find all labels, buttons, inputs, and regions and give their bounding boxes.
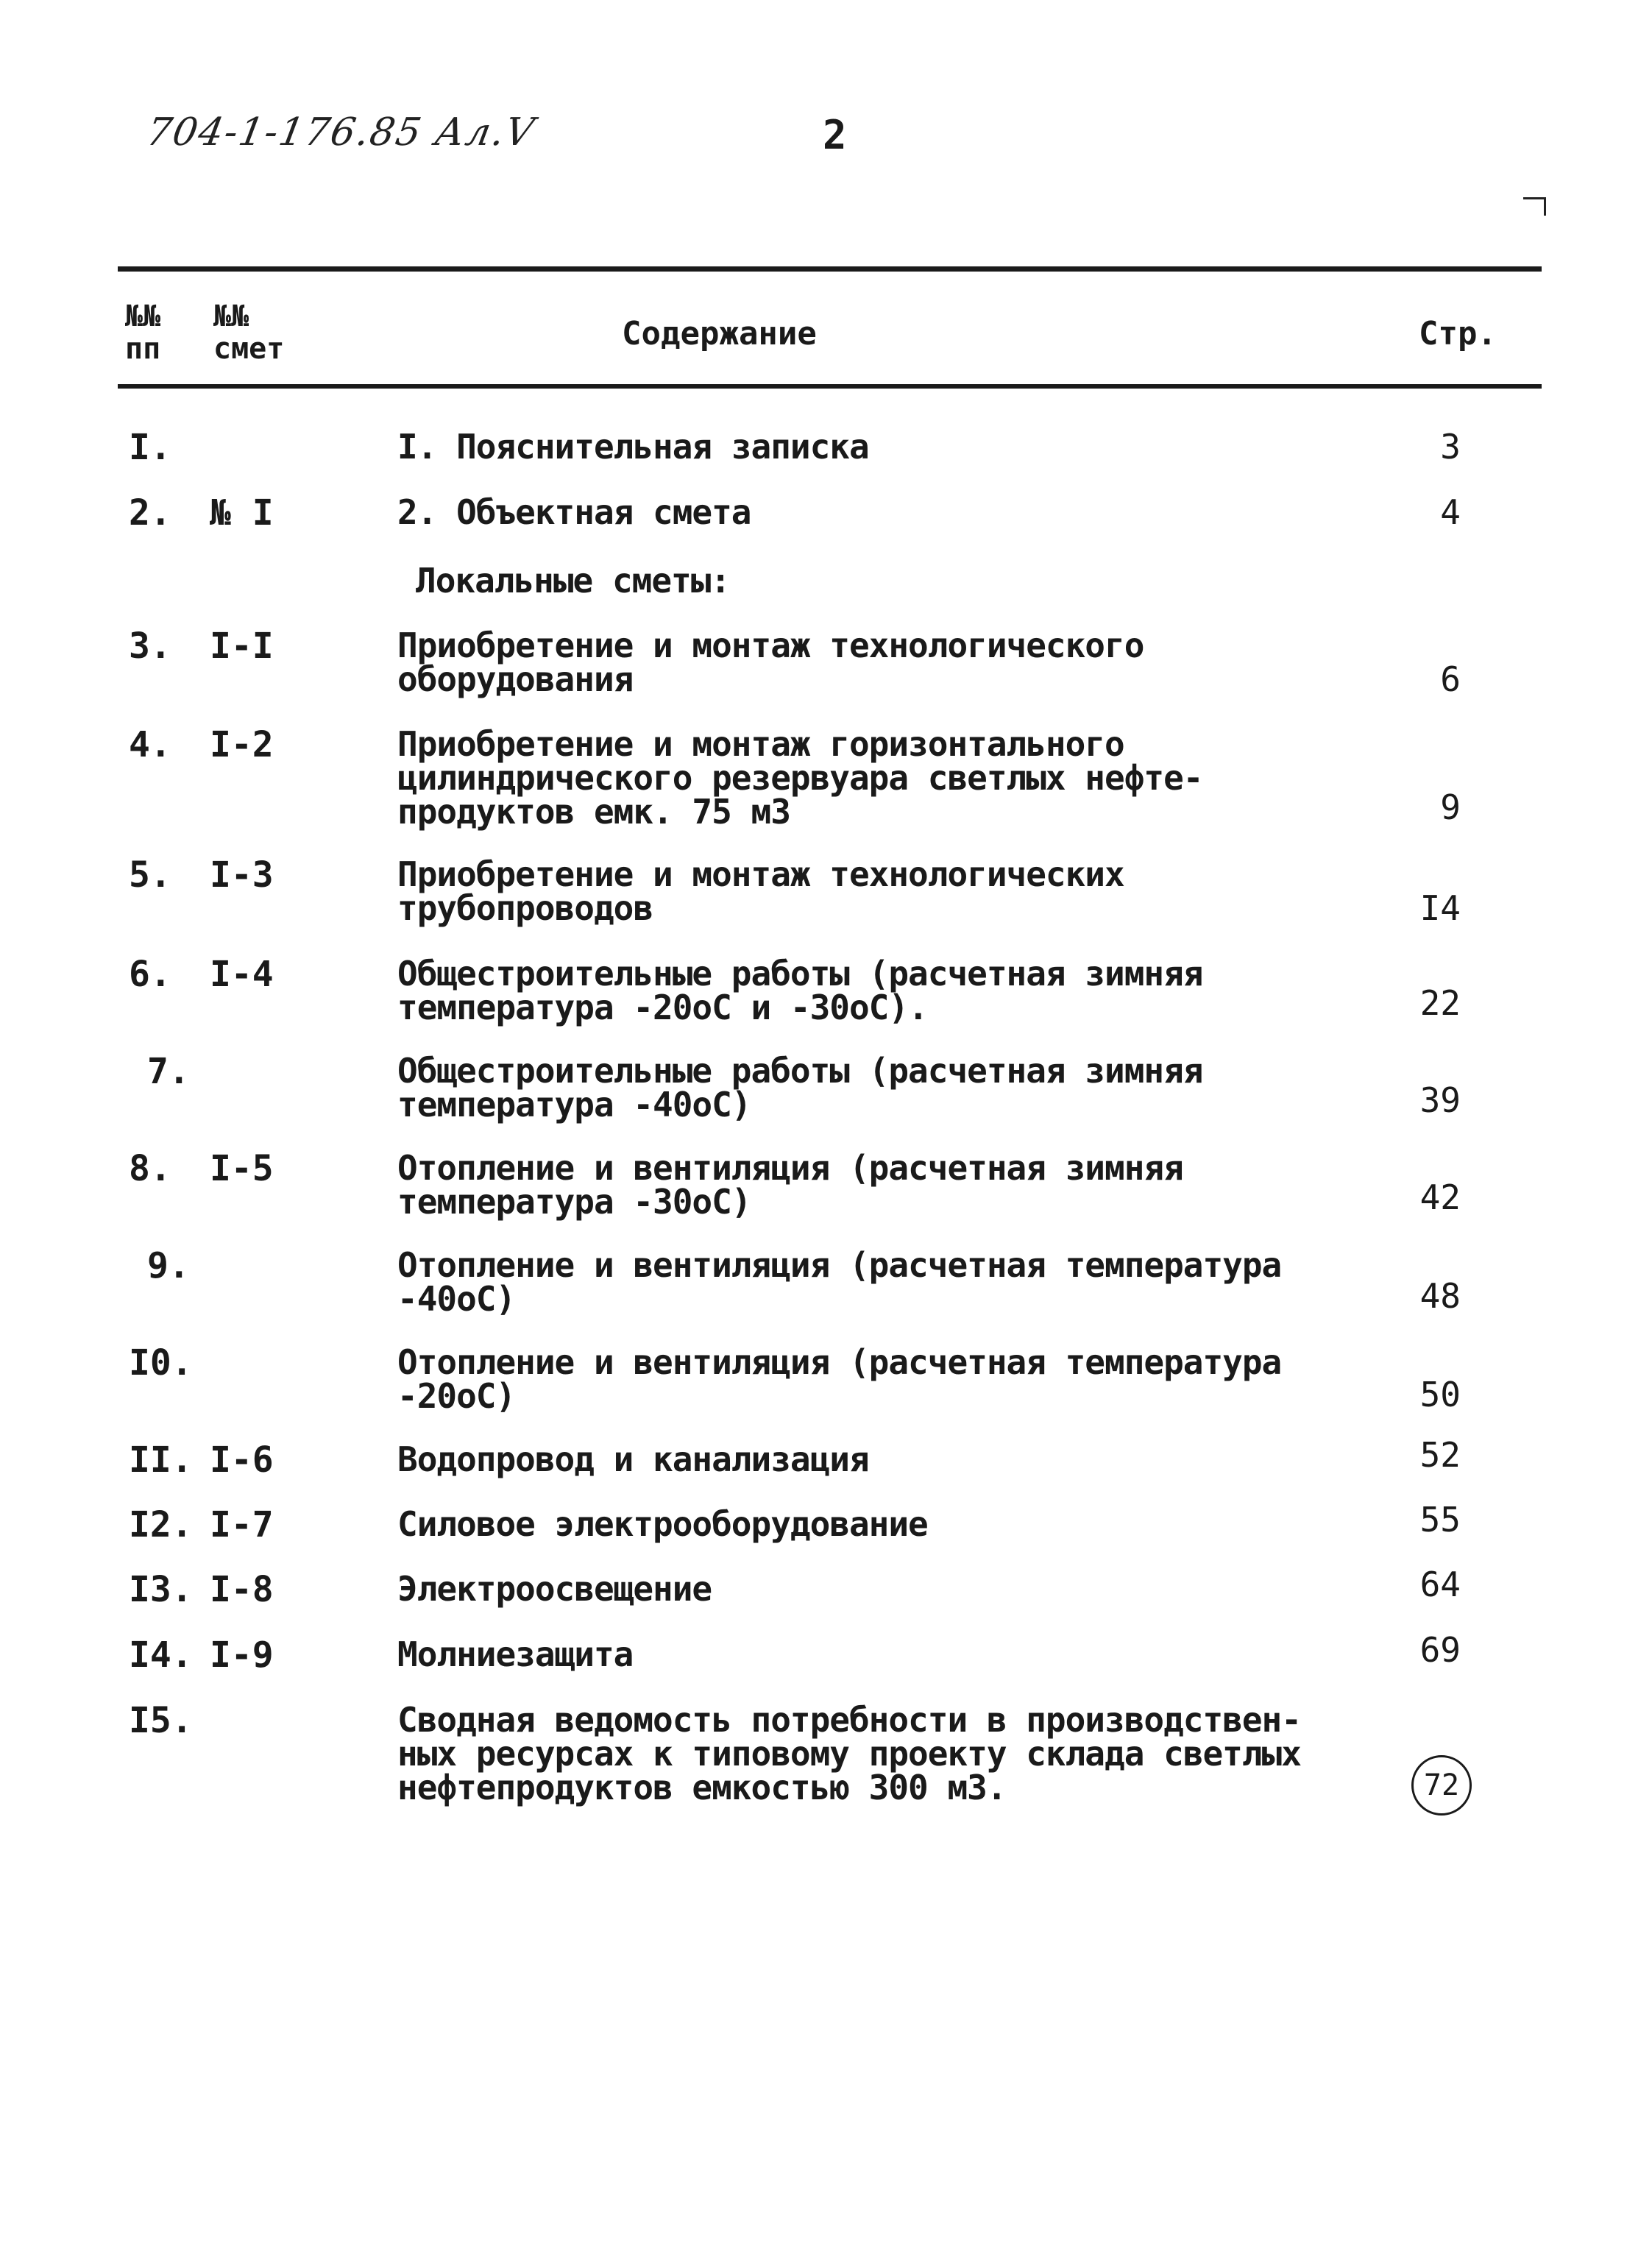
header-col-smeta-line2: смет <box>213 332 285 366</box>
header-col-number-line2: пп <box>125 332 161 366</box>
row-title-line: Отопление и вентиляция (расчетная температура <box>397 1342 1282 1382</box>
row-title-line: температура -30оС) <box>397 1182 751 1222</box>
row-number: 2. <box>129 492 171 534</box>
row-title-line: 2. Объектная смета <box>397 492 751 532</box>
row-page: 52 <box>1419 1435 1461 1475</box>
row-number: I5. <box>129 1700 193 1741</box>
row-title-line: Молниезащита <box>397 1634 634 1674</box>
row-number: I4. <box>129 1634 193 1676</box>
row-page <box>1411 1766 1472 1816</box>
row-smeta: I-8 <box>210 1569 274 1610</box>
row-page: 42 <box>1419 1177 1461 1217</box>
row-title <box>397 1342 1354 1416</box>
row-title <box>397 427 1354 467</box>
row-title-line: оборудования <box>397 659 634 699</box>
row-number: I3. <box>129 1569 193 1610</box>
page-number: 2 <box>823 112 847 158</box>
row-number: I. <box>129 427 171 468</box>
row-number: 5. <box>129 854 171 896</box>
row-title-line: температура -40оС) <box>397 1085 751 1124</box>
row-title-line: температура -20оС и -30оС). <box>397 988 928 1027</box>
row-number: 6. <box>129 954 171 995</box>
row-number: 3. <box>129 626 171 667</box>
circled-page-number: 72 <box>1411 1755 1472 1816</box>
row-title <box>397 1634 1354 1674</box>
row-title-line: Водопровод и канализация <box>397 1439 869 1479</box>
row-page: 69 <box>1419 1630 1461 1670</box>
row-page: 64 <box>1419 1565 1461 1604</box>
row-smeta: I-3 <box>210 854 274 896</box>
row-page: 48 <box>1419 1276 1461 1316</box>
row-title <box>397 1245 1354 1319</box>
row-title-line: Электроосвещение <box>397 1569 712 1609</box>
row-title-line: Общестроительные работы (расчетная зимняя <box>397 954 1203 993</box>
row-number: 4. <box>129 724 171 765</box>
row-page: 3 <box>1440 427 1461 467</box>
row-number: 9. <box>147 1245 190 1286</box>
row-page: I4 <box>1419 888 1461 928</box>
header-col-smeta <box>213 300 284 365</box>
row-number: 8. <box>129 1148 171 1189</box>
row-title <box>397 854 1354 928</box>
row-page: 55 <box>1419 1500 1461 1540</box>
row-title-line: Приобретение и монтаж технологических <box>397 854 1124 894</box>
row-title <box>397 492 1354 532</box>
row-title-line: Силовое электрооборудование <box>397 1504 928 1544</box>
row-title-line: цилиндрического резервуара светлых нефте- <box>397 758 1203 798</box>
row-smeta: I-6 <box>210 1439 274 1481</box>
row-title <box>397 1439 1354 1479</box>
row-page: 50 <box>1419 1375 1461 1414</box>
row-page: 22 <box>1419 983 1461 1023</box>
row-smeta: I-5 <box>210 1148 274 1189</box>
header-col-contents: Содержание <box>622 315 817 353</box>
header-col-page: Стр. <box>1419 315 1497 353</box>
row-smeta: I-2 <box>210 724 274 765</box>
row-title-line: Приобретение и монтаж технологического <box>397 626 1144 665</box>
row-number: II. <box>129 1439 193 1481</box>
row-title-line: Локальные сметы: <box>416 561 731 601</box>
row-page: 39 <box>1419 1080 1461 1120</box>
row-title-line: Сводная ведомость потребности в производствен- <box>397 1700 1301 1740</box>
row-title-line: -20оС) <box>397 1376 516 1416</box>
header-col-number-line1: №№ <box>125 300 161 333</box>
header-col-number <box>125 300 160 365</box>
row-title-line: I. Пояснительная записка <box>397 427 869 467</box>
row-title-line: Приобретение и монтаж горизонтального <box>397 724 1124 764</box>
row-title-line: Отопление и вентиляция (расчетная температура <box>397 1245 1282 1285</box>
row-title-line: -40оС) <box>397 1279 516 1319</box>
table-header-rule <box>118 384 1542 389</box>
row-title <box>397 954 1354 1027</box>
row-title-line: трубопроводов <box>397 888 653 928</box>
row-page: 4 <box>1440 492 1461 532</box>
row-title-line: Общестроительные работы (расчетная зимняя <box>397 1051 1203 1091</box>
header-col-smeta-line1: №№ <box>213 300 249 333</box>
row-smeta: № I <box>210 492 274 534</box>
row-page: 9 <box>1440 787 1461 827</box>
row-title <box>397 1504 1354 1544</box>
row-number: I2. <box>129 1504 193 1545</box>
row-smeta: I-9 <box>210 1634 274 1676</box>
row-title <box>416 561 1372 601</box>
row-title <box>397 1148 1354 1222</box>
row-title-line: ных ресурсах к типовому проекту склада светлых <box>397 1734 1301 1774</box>
handwritten-document-code: 704-1-176.85 Ал.V <box>143 110 539 155</box>
row-title <box>397 724 1354 832</box>
table-top-rule <box>118 266 1542 272</box>
row-smeta: I-I <box>210 626 274 667</box>
row-title <box>397 1700 1354 1807</box>
row-title <box>397 1569 1354 1609</box>
row-smeta: I-4 <box>210 954 274 995</box>
row-page: 6 <box>1440 659 1461 699</box>
row-title <box>397 626 1354 699</box>
row-title-line: Отопление и вентиляция (расчетная зимняя <box>397 1148 1183 1188</box>
row-title-line: продуктов емк. 75 м3 <box>397 792 790 832</box>
row-number: 7. <box>147 1051 190 1092</box>
row-smeta: I-7 <box>210 1504 274 1545</box>
row-number: I0. <box>129 1342 193 1384</box>
row-title-line: нефтепродуктов емкостью 300 м3. <box>397 1768 1007 1807</box>
row-title <box>397 1051 1354 1124</box>
corner-mark <box>1523 197 1546 216</box>
